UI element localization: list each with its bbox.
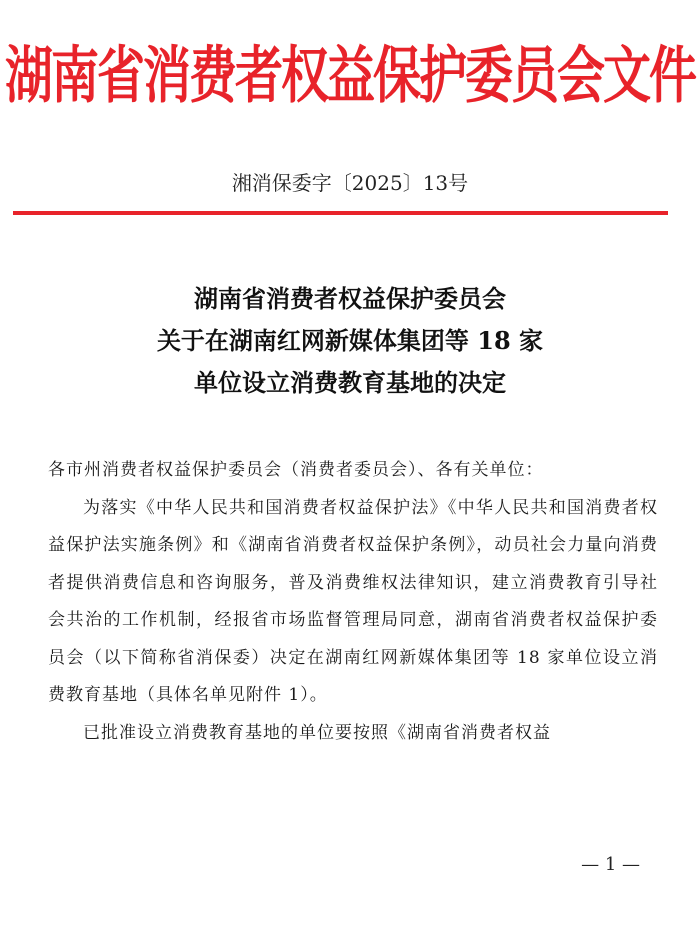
body-paragraph-2: 已批准设立消费教育基地的单位要按照《湖南省消费者权益	[83, 722, 551, 743]
salutation: 各市州消费者权益保护委员会（消费者委员会）、各有关单位：	[48, 460, 544, 480]
title-line-3: 单位设立消费教育基地的决定	[194, 368, 506, 397]
title-line-2: 关于在湖南红网新媒体集团等 18 家	[156, 326, 544, 355]
document-title	[0, 278, 700, 404]
document-number: 湘消保委字〔2025〕13号	[231, 171, 469, 195]
red-separator-line	[13, 211, 668, 215]
issuer-masthead: 湖南省消费者权益保护委员会文件	[4, 40, 695, 112]
page-number: — 1 —	[581, 854, 640, 875]
document-body	[48, 452, 658, 752]
body-paragraph-1: 为落实《中华人民共和国消费者权益保护法》《中华人民共和国消费者权益保护法实施条例》和《湖南省消费者权益保护条例》，动员社会力量向消费者提供消费信息和咨询服务，普及消费维权法律知识，建立消费教育引导社会共治的工作机制，经报省市场监督管理局同意，湖南省消费者权益保护委员会（以下简称省消保委）决定在湖南红网新媒体集团等 18 家单位设立消费教育基地（具体名单见附件 1）。	[48, 497, 658, 705]
title-line-1: 湖南省消费者权益保护委员会	[194, 284, 506, 313]
